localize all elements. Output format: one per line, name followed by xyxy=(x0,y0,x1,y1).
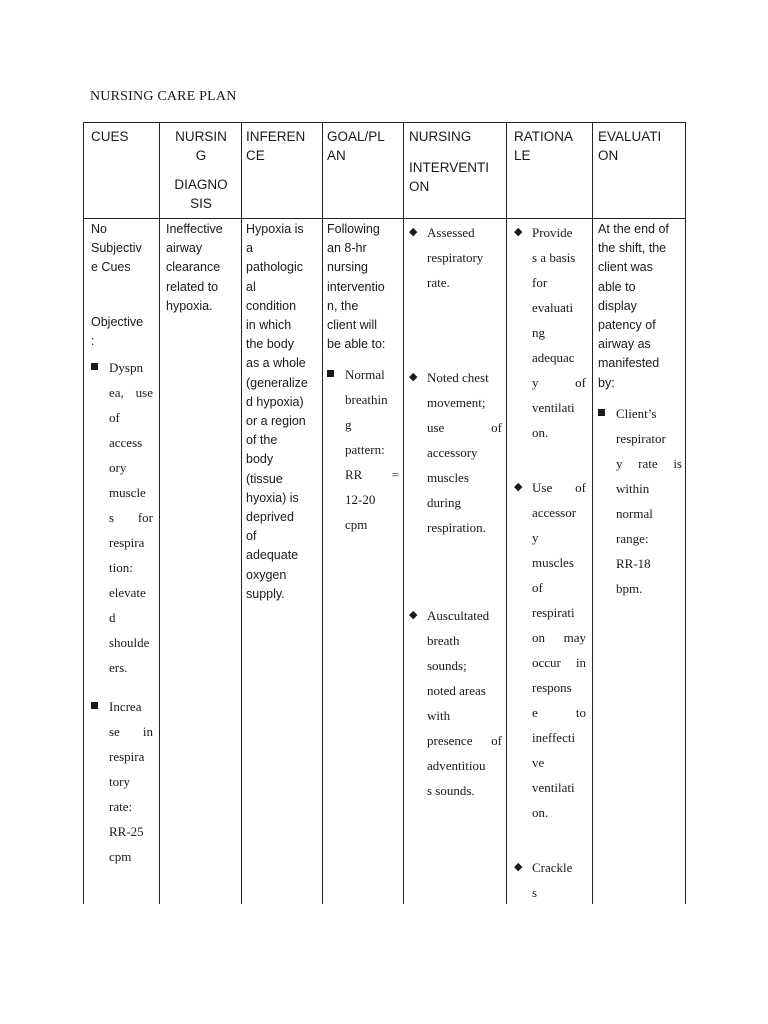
text-line: y xyxy=(532,530,539,545)
list-item xyxy=(409,603,502,803)
text-line: Assessed xyxy=(427,225,475,240)
text-line: respirati xyxy=(532,605,575,620)
text-line: respiratory xyxy=(427,250,484,265)
text-line: se in xyxy=(109,724,153,740)
list-item xyxy=(91,694,153,869)
header-text: ON xyxy=(598,148,619,163)
text-line: Hypoxia is xyxy=(246,222,304,236)
text-line: of xyxy=(246,529,257,544)
header-cues xyxy=(91,127,157,146)
text-line: (tissue xyxy=(246,471,283,486)
text-line: range: xyxy=(616,530,649,546)
list-item xyxy=(514,855,586,905)
column-divider xyxy=(322,123,323,904)
text-line: clearance xyxy=(166,260,221,275)
text-line: by: xyxy=(598,375,615,390)
text-line: bpm. xyxy=(616,580,643,596)
text-line: At the end of xyxy=(598,222,669,236)
text-line: of the xyxy=(246,433,278,448)
text-line: respons xyxy=(532,680,572,695)
text-line: within xyxy=(616,480,650,496)
list-item xyxy=(409,365,502,540)
page-title: NURSING CARE PLAN xyxy=(90,89,237,104)
text-line: ng xyxy=(532,325,545,340)
text-line: Objective xyxy=(91,314,144,329)
text-line: airway as xyxy=(598,337,651,352)
text-line: ventilati xyxy=(532,400,575,415)
intervention-cell xyxy=(409,220,502,803)
text-line: Client’s xyxy=(616,405,657,421)
header-nursing-intervention xyxy=(409,127,505,196)
diamond-bullet-icon: ◆ xyxy=(514,481,523,493)
text-line: movement; xyxy=(427,395,486,410)
text-line: sounds; xyxy=(427,658,467,673)
text-line: cpm xyxy=(109,849,132,865)
text-line: elevate xyxy=(109,585,146,601)
diagnosis-cell xyxy=(166,220,240,316)
text-line: s sounds. xyxy=(427,783,475,798)
text-line: e Cues xyxy=(91,260,131,275)
text-line: s xyxy=(532,885,538,900)
text-line: ers. xyxy=(109,660,128,676)
text-line: (generalize xyxy=(246,375,308,390)
column-divider xyxy=(403,123,404,904)
text-line: Dyspn xyxy=(109,360,143,376)
list-item xyxy=(514,220,586,445)
text-line: oxygen xyxy=(246,567,287,582)
text-line: of xyxy=(109,410,120,426)
header-evaluation xyxy=(598,127,684,165)
header-text: EVALUATI xyxy=(598,129,662,144)
text-line: tory xyxy=(109,774,130,790)
text-line: supply. xyxy=(246,586,285,601)
text-line: cpm xyxy=(345,517,368,533)
header-inference xyxy=(246,127,321,165)
text-line: breath xyxy=(427,633,460,648)
diamond-bullet-icon: ◆ xyxy=(514,861,523,873)
text-line: hyoxia) is xyxy=(246,490,299,505)
list-item xyxy=(327,362,399,537)
header-text: INTERVENTI xyxy=(409,160,490,175)
text-line: in which xyxy=(246,318,292,333)
text-line: ve xyxy=(532,755,545,770)
text-line: al xyxy=(246,279,256,294)
column-divider xyxy=(241,123,242,904)
header-text: GOAL/PL xyxy=(327,129,385,144)
text-line: client will xyxy=(327,318,378,333)
text-line: adequac xyxy=(532,350,575,365)
text-line: use of xyxy=(427,420,502,435)
text-line: ventilati xyxy=(532,780,575,795)
diamond-bullet-icon: ◆ xyxy=(514,226,523,238)
text-line: manifested xyxy=(598,356,660,371)
text-line: d xyxy=(109,610,116,626)
goal-cell xyxy=(327,220,399,537)
text-line: patency of xyxy=(598,318,656,333)
text-line: Auscultated xyxy=(427,608,490,623)
list-item xyxy=(409,220,502,295)
text-line: display xyxy=(598,298,637,313)
header-text: SIS xyxy=(190,196,212,211)
text-line: client was xyxy=(598,260,653,275)
text-line: ineffecti xyxy=(532,730,576,745)
text-line: g xyxy=(345,417,352,433)
text-line: shoulde xyxy=(109,635,150,651)
text-line: related to xyxy=(166,279,219,294)
header-text: DIAGNO xyxy=(174,177,228,192)
evaluation-cell xyxy=(598,220,682,601)
text-line: presence of xyxy=(427,733,502,748)
text-line: occur in xyxy=(532,655,586,670)
header-text: RATIONA xyxy=(514,129,574,144)
text-line: noted areas xyxy=(427,683,486,698)
header-text: AN xyxy=(327,148,346,163)
text-line: an 8-hr xyxy=(327,241,367,256)
text-line: : xyxy=(91,333,95,348)
text-line: during xyxy=(427,495,461,510)
header-text: LE xyxy=(514,148,531,163)
text-line: RR = xyxy=(345,467,399,483)
cues-cell xyxy=(91,220,153,869)
header-text: NURSING xyxy=(409,129,472,144)
text-line: for xyxy=(532,275,548,290)
text-line: Noted chest xyxy=(427,370,489,385)
text-line: able to xyxy=(598,279,636,294)
text-line: ea, use xyxy=(109,385,153,401)
header-text: INFEREN xyxy=(246,129,306,144)
text-line: accessor xyxy=(532,505,577,520)
text-line: evaluati xyxy=(532,300,574,315)
text-line: Use of xyxy=(532,480,586,495)
text-line: s a basis xyxy=(532,250,576,265)
text-line: No xyxy=(91,222,107,236)
text-line: muscle xyxy=(109,485,146,501)
objective-cues-label xyxy=(91,313,153,351)
text-line: the shift, the xyxy=(598,241,667,256)
text-line: rate: xyxy=(109,799,133,815)
text-line: on. xyxy=(532,425,549,440)
header-goal-plan xyxy=(327,127,402,165)
text-line: respira xyxy=(109,749,145,765)
text-line: or a region xyxy=(246,414,306,429)
square-bullet-icon xyxy=(91,694,98,719)
text-line: tion: xyxy=(109,560,133,576)
text-line: RR-18 xyxy=(616,555,651,571)
text-line: on. xyxy=(532,805,549,820)
text-line: interventio xyxy=(327,279,385,294)
header-text: ON xyxy=(409,179,430,194)
text-line: respiration. xyxy=(427,520,486,535)
text-line: access xyxy=(109,435,143,451)
text-line: RR-25 xyxy=(109,824,144,840)
text-line: Ineffective xyxy=(166,222,223,236)
text-line: Increa xyxy=(109,699,142,715)
diamond-bullet-icon: ◆ xyxy=(409,371,418,383)
text-line: muscles xyxy=(532,555,574,570)
text-line: Subjectiv xyxy=(91,241,142,256)
header-rationale xyxy=(514,127,591,165)
text-line: s for xyxy=(109,510,153,526)
text-line: the body xyxy=(246,337,294,352)
text-line: n, the xyxy=(327,298,359,313)
header-text: CE xyxy=(246,148,265,163)
text-line: deprived xyxy=(246,510,294,525)
text-line: respira xyxy=(109,535,145,551)
text-line: on may xyxy=(532,630,586,645)
text-line: d hypoxia) xyxy=(246,394,304,409)
inference-cell xyxy=(246,220,321,604)
list-item xyxy=(514,475,586,825)
header-text: NURSIN xyxy=(175,129,227,144)
text-line: with xyxy=(427,708,451,723)
text-line: of xyxy=(532,580,543,595)
text-line: e to xyxy=(532,705,586,720)
text-line: breathin xyxy=(345,392,388,408)
text-line: nursing xyxy=(327,260,368,275)
text-line: ory xyxy=(109,460,127,476)
text-line: accessory xyxy=(427,445,478,460)
header-text: G xyxy=(195,148,207,163)
text-line: Following xyxy=(327,222,380,236)
header-text: CUES xyxy=(91,129,129,144)
text-line: a xyxy=(246,241,253,256)
rationale-cell xyxy=(514,220,586,905)
text-line: airway xyxy=(166,241,203,256)
text-line: y rate is xyxy=(616,455,682,471)
text-line: normal xyxy=(616,505,653,521)
text-line: Normal xyxy=(345,367,385,383)
column-divider xyxy=(159,123,160,904)
text-line: pattern: xyxy=(345,442,385,458)
square-bullet-icon xyxy=(598,401,605,426)
text-line: muscles xyxy=(427,470,469,485)
text-line: respirator xyxy=(616,430,666,446)
column-divider xyxy=(592,123,593,904)
text-line: hypoxia. xyxy=(166,298,213,313)
square-bullet-icon xyxy=(327,362,334,387)
header-nursing-diagnosis xyxy=(162,127,240,213)
diamond-bullet-icon: ◆ xyxy=(409,609,418,621)
text-line: as a whole xyxy=(246,356,306,371)
text-line: condition xyxy=(246,298,297,313)
text-line: adventitiou xyxy=(427,758,486,773)
text-line: adequate xyxy=(246,548,299,563)
list-item xyxy=(91,355,153,680)
subjective-cues xyxy=(91,220,153,278)
text-line: 12-20 xyxy=(345,492,376,508)
text-line: Provide xyxy=(532,225,573,240)
text-line: body xyxy=(246,452,274,467)
text-line: Crackle xyxy=(532,860,573,875)
text-line: y of xyxy=(532,375,586,390)
text-line: pathologic xyxy=(246,260,303,275)
care-plan-table xyxy=(83,122,686,904)
header-divider xyxy=(84,218,685,219)
text-line: rate. xyxy=(427,275,450,290)
text-line: be able to: xyxy=(327,337,386,352)
list-item xyxy=(598,401,682,601)
diamond-bullet-icon: ◆ xyxy=(409,226,418,238)
square-bullet-icon xyxy=(91,355,98,380)
column-divider xyxy=(506,123,507,904)
